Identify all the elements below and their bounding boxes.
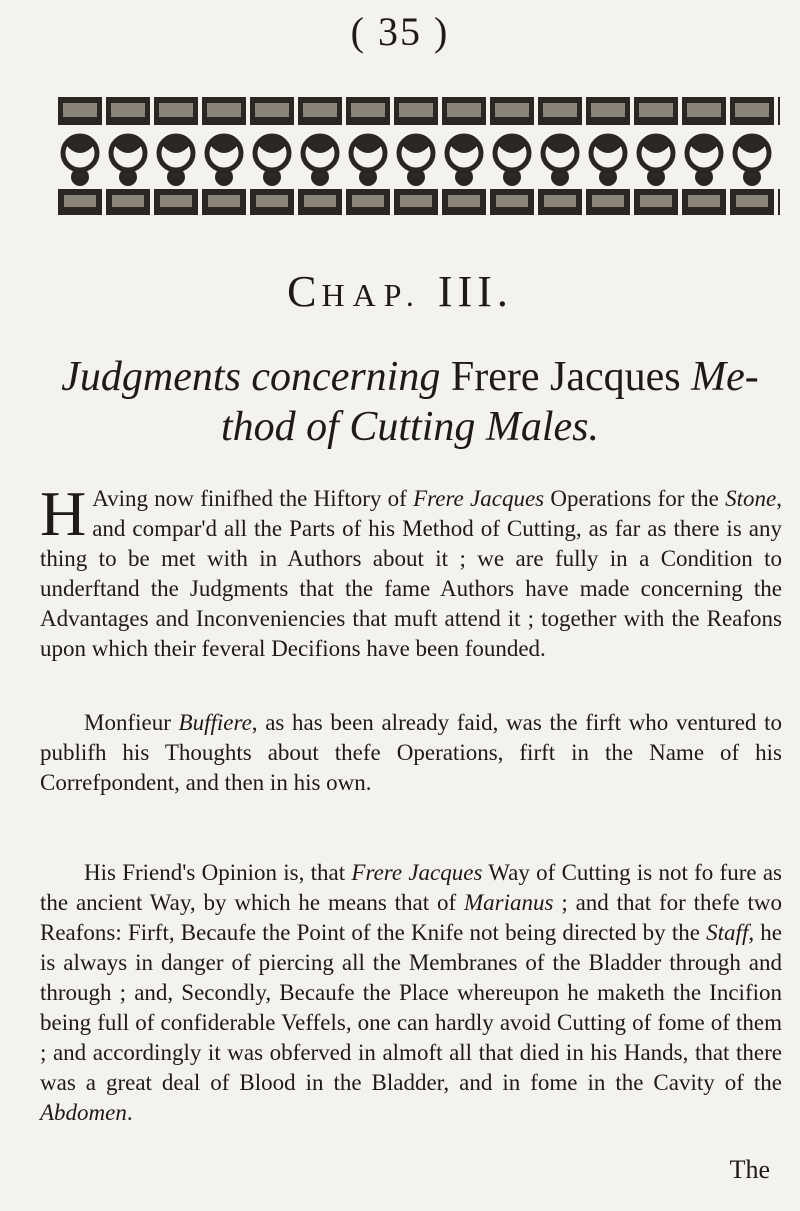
chapter-prefix: C	[287, 267, 322, 316]
chapter-heading	[0, 266, 800, 317]
paragraph-2: Monfieur Buffiere, as has been already faid, was the firft who ventured to publifh his Thoughts about thefe Operations, firft in the Name of his Correfpondent, and then in his own.	[40, 710, 782, 795]
title-part-2: Frere Jacques	[440, 354, 692, 400]
drop-cap: H	[40, 478, 87, 549]
paragraph-3: His Friend's Opinion is, that Frere Jacques Way of Cutting is not fo fure as the ancient Way, by which he means that of Marianus ; and that for thefe two Reafons: Firft, Becaufe the Point of the Knife not being directed by the Staff, he is always in danger of piercing all the Membranes of the Bladder through and through ; and, Secondly, Becaufe the Place whereupon he maketh the Incifion being full of confiderable Veffels, one can hardly avoid Cutting of fome of them ; and accordingly it was obferved in almoft all that died in his Hands, that there was a great deal of Blood in the Bladder, and in fome in the Cavity of the Abdomen.	[40, 860, 782, 1125]
catchword: The	[729, 1155, 770, 1184]
chapter-title	[40, 352, 780, 452]
title-part-1: Judgments concerning	[61, 354, 441, 400]
title-part-3: Me-	[691, 354, 759, 400]
paragraph-1: H Aving now finifhed the Hiftory of Frere Jacques Operations for the Stone, and compar'd all the Parts of his Method of Cutting, as far as there is any thing to be met with in Authors about it ; we are fully in a Condition to underftand the Judgments that the fame Authors have made concerning the Advantages and Inconveniencies that muft attend it ; together with the Reafons upon which their feveral Decifions have been founded.	[40, 478, 782, 661]
title-part-4: thod of Cutting Males.	[221, 404, 599, 450]
page-number: ( 35 )	[350, 9, 450, 54]
chapter-numeral: III.	[437, 267, 513, 316]
chapter-word: HAP.	[321, 277, 422, 313]
ornament-band	[56, 95, 780, 217]
